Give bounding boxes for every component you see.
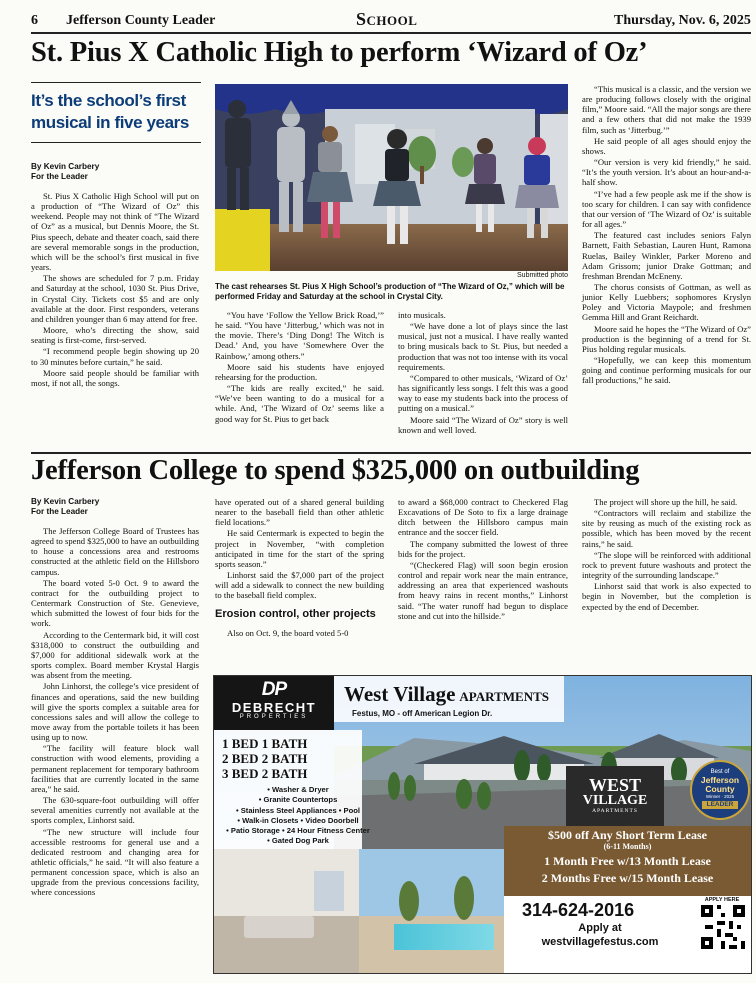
logo-name: DEBRECHT	[231, 700, 317, 715]
apply-label: Apply at	[578, 922, 622, 934]
paragraph: Moore said he hopes the “The Wizard of Oz” production is the beginning of a trend for St. Pius holding regular musicals.	[582, 323, 751, 354]
paragraph: “I’ve had a few people ask me if the show is too scary for children. I can say with confidence that our version of ‘The Wizard of Oz’ is suitable for all ages.”	[582, 188, 752, 230]
badge-mid: Jefferson	[700, 775, 740, 785]
paragraph: into musicals.	[398, 310, 446, 320]
paragraph: According to the Centermark bid, it will cost $318,000 to construct the outbuilding and $7,000 for additional sidewalk work at the sports complex. Board member Krystal Hargis was absent from the meeting.	[31, 629, 199, 681]
paragraph: Linhorst said that work is also expected to begin in November, but the completion is expected by the end of December.	[582, 581, 751, 612]
deck-rule-bottom	[31, 142, 201, 143]
paragraph: The chorus consists of Gottman, as well as junior Kelly Luebbers; sophomores Kryslyn Poley and Victoria Maypole; and freshmen Gemma Hill and Grant Reichardt.	[582, 281, 751, 323]
lease-offers	[504, 826, 751, 896]
story1-column-2	[215, 310, 384, 424]
story1-byline-org: For the Leader	[31, 172, 88, 181]
paragraph: “The new structure will include four accessible restrooms for general use and a dedicated restroom and changing area for athletic officials,” he said. “It will also feature a permanent concession space, which is also an upgrade from the previous concessions facility, where concessions	[31, 826, 199, 898]
qr-code-icon[interactable]	[701, 905, 745, 949]
story2-column-1	[31, 497, 199, 898]
paragraph: “You have ‘Follow the Yellow Brick Road,’” he said. “You have ‘Jitterbug,’ which was not in the movie. There’s ‘Ding Dong! The Witch is Dead.’ And, you have ‘Somewhere Over the Rainbow,’ among others.”	[215, 310, 384, 361]
unit-list	[214, 730, 370, 849]
paragraph: “We have done a lot of plays since the last musical, just not a musical. I have really wanted to bring musicals back to St. Pius, but needed a production that was not too intense with its vocal requirements.	[398, 321, 568, 372]
paragraph: The Jefferson College Board of Trustees has agreed to spend $325,000 to have an outbuilding to house a concessions area and restrooms constructed at the athletic field on the Hillsboro campus.	[31, 526, 199, 577]
paragraph: Moore said his students have enjoyed rehearsing for the production.	[215, 361, 384, 382]
ad-title: West Village	[344, 682, 456, 706]
story1-column-4	[582, 84, 751, 386]
sign-line: VILLAGE	[582, 793, 648, 808]
story1-byline-name: By Kevin Carbery	[31, 162, 100, 171]
story1-column-1	[31, 162, 199, 388]
deck-rule-top	[31, 82, 201, 83]
ad-title-suffix: APARTMENTS	[459, 689, 550, 704]
story2-byline-name: By Kevin Carbery	[31, 497, 100, 506]
story2-column-4	[582, 497, 751, 612]
paragraph: “This musical is a classic, and the version we are producing follows closely with the original film,” Moore said. “All the major songs are there and a few others that did not make the 1939 film, such as ‘Jitterbug.’”	[582, 84, 751, 135]
amenity: • Washer & Dryer	[267, 785, 329, 794]
photo-credit: Submitted photo	[517, 272, 568, 279]
paragraph: “The facility will feature block wall construction with wood elements, providing a permanent replacement for temporary bathroom facilities that are currently located in the same area,” he said.	[31, 743, 199, 794]
paragraph: The 630-square-foot outbuilding will offer several amenities currently not available at the sports complex, Linhorst said.	[31, 795, 199, 826]
story1-photo	[215, 84, 568, 271]
story2-subhead: Erosion control, other projects	[215, 607, 376, 620]
photo-caption: The cast rehearses St. Pius X High School’s production of “The Wizard of Oz,” which will be performed Friday and Saturday at the school in Crystal City.	[215, 282, 565, 301]
header-rule	[31, 32, 751, 34]
story1-deck: It’s the school’s first musical in five years	[31, 91, 189, 132]
unit-type: 3 BED 2 BATH	[222, 766, 308, 781]
paragraph: Linhorst said the $7,000 part of the project will add a sidewalk to connect the new building to the baseball field complex.	[215, 570, 384, 601]
ad-title-banner	[334, 676, 564, 722]
issue-date: Thursday, Nov. 6, 2025	[614, 13, 751, 28]
paragraph: “I recommend people begin showing up 20 to 30 minutes before curtain,” he said.	[31, 346, 199, 367]
website-link[interactable]: westvillagefestus.com	[541, 936, 659, 948]
amenity: • Stainless Steel Appliances • Pool	[235, 805, 361, 815]
paragraph: “Our version is very kid friendly,” he said. “It’s the youth version. It’s about an hour-and-a-half show.	[582, 157, 751, 188]
west-village-sign	[566, 766, 664, 828]
badge-sub: Winner · 2025	[705, 794, 735, 799]
offer-note: (6-11 Months)	[603, 842, 652, 851]
paragraph: The shows are scheduled for 7 p.m. Friday and Saturday at the school, 1030 St. Pius Drive, in Crystal City. Tickets cost $5 and are only available at the door. First responders, veterans and children younger than 6 may attend for free.	[31, 273, 199, 324]
paragraph: Moore, who’s directing the show, said seating is first-come, first-served.	[31, 325, 199, 346]
paragraph: “(Checkered Flag) will soon begin erosion control and repair work near the main entrance, addressing an area that experienced washouts from heavy rains in recent months,” Linhorst said. “The water runoff had begun to displace stone and cut into the hillside.”	[398, 559, 568, 621]
paragraph: Moore said people should be familiar with most, if not all, the songs.	[31, 367, 199, 388]
paragraph: “Hopefully, we can keep this momentum going and continue performing musicals for our fall productions,” he said.	[582, 355, 751, 386]
logo-sub: PROPERTIES	[239, 714, 309, 720]
phone-number[interactable]: 314-624-2016	[522, 900, 635, 920]
page-header	[0, 0, 756, 34]
badge-bottom: LEADER	[702, 801, 738, 809]
paper-name: Jefferson County Leader	[66, 13, 216, 28]
ad-location: Festus, MO - off American Legion Dr.	[352, 709, 493, 718]
paragraph: He said people of all ages should enjoy the shows.	[582, 135, 751, 156]
paragraph: “The slope will be reinforced with additional rock to prevent future washouts and protect the integrity of the surrounding landscape.”	[582, 549, 751, 581]
paragraph: The project will shore up the hill, he said.	[594, 497, 738, 507]
sign-line: APARTMENTS	[592, 808, 638, 814]
amenity-list	[214, 785, 382, 847]
paragraph: to award a $68,000 contract to Checkered Flag Excavations of De Soto to fix a large drainage ditch between the Hillsboro campus main entrance and the soccer field.	[398, 497, 568, 538]
story2-byline-org: For the Leader	[31, 507, 88, 516]
paragraph: John Linhorst, the college’s vice president of finances and operations, said the new building will give the sports complex a suitable area for concessions sales and will allow the college to move away from the portable toilets it has been using up to now.	[31, 681, 199, 743]
logo-mark: DP	[261, 679, 287, 700]
unit-type: 2 BED 2 BATH	[222, 751, 308, 766]
story2-headline: Jefferson College to spend $325,000 on outbuilding	[31, 455, 640, 486]
paragraph: have operated out of a shared general building nearer to the baseball field than other athletic field locations.”	[215, 497, 384, 528]
offer: 2 Months Free w/15 Month Lease	[541, 871, 714, 885]
story1-headline: St. Pius X Catholic High to perform ‘Wizard of Oz’	[31, 37, 648, 68]
badge-top: Best of	[710, 769, 730, 775]
contact-box	[504, 896, 751, 973]
paragraph: Moore said “The Wizard of Oz” story is well known and well loved.	[398, 414, 568, 435]
debrecht-logo	[214, 676, 334, 730]
paragraph: The featured cast includes seniors Falyn Barnett, Faith Sebastian, Lauren Hunt, Ramona Ruelas, Bailey Winkler, Parker Moreno and Adam Grissom; junior Drake Gottman; and freshman Brendan McEneny.	[582, 230, 751, 281]
sign-line: WEST	[588, 775, 642, 795]
story1-column-3	[398, 310, 568, 435]
paragraph: The board voted 5-0 Oct. 9 to award the contract for the outbuilding project to Centermark Construction of Ste. Genevieve, which submitted the lowest of four bids for the work.	[31, 577, 199, 629]
paragraph: “Contractors will reclaim and stabilize the site by reusing as much of the existing rock as possible, which has been moved by the recent rains,” he said.	[582, 508, 751, 549]
amenity: • Gated Dog Park	[267, 836, 329, 846]
offer: 1 Month Free w/13 Month Lease	[544, 854, 711, 868]
paragraph: Also on Oct. 9, the board voted 5-0	[227, 627, 349, 638]
paragraph: He said Centermark is expected to begin the project in November, “with completion anticipated in time for the start of the spring sports season.”	[215, 528, 384, 569]
story2-column-3	[398, 497, 568, 621]
page-number: 6	[31, 13, 38, 28]
paragraph: The company submitted the lowest of three bids for the project.	[398, 538, 568, 559]
section-name: School	[356, 9, 418, 29]
apartment-ad	[213, 675, 752, 974]
amenity: • Granite Countertops	[258, 795, 338, 805]
story2-column-2	[215, 497, 384, 638]
offer: $500 off Any Short Term Lease	[548, 828, 707, 842]
unit-type: 1 BED 1 BATH	[222, 736, 308, 751]
story-divider	[31, 452, 751, 454]
qr-label: APPLY HERE	[704, 897, 740, 903]
paragraph: “Compared to other musicals, ‘Wizard of Oz’ has significantly less songs. I felt this was a good way to ease my students back into the process of putting on a musical.”	[398, 372, 568, 414]
paragraph: St. Pius X Catholic High School will put on a production of “The Wizard of Oz” this weekend. People may not think of “The Wizard of Oz” as a musical, but Dennis Moore, the St. Pius speech, debate and theater coach, said there are several memorable songs in the production, which will be the school’s first musical in five years.	[31, 191, 199, 273]
badge-mid: County	[705, 784, 735, 794]
paragraph: “The kids are really excited,” he said. “We’ve been wanting to do a musical for a while. And, ‘The Wizard of Oz’ seems like a good way for St. Pius to get back	[215, 383, 384, 424]
amenity: • Patio Storage • 24 Hour Fitness Center	[226, 826, 370, 836]
best-of-badge	[690, 760, 750, 820]
amenity: • Walk-in Closets • Video Doorbell	[237, 815, 359, 825]
